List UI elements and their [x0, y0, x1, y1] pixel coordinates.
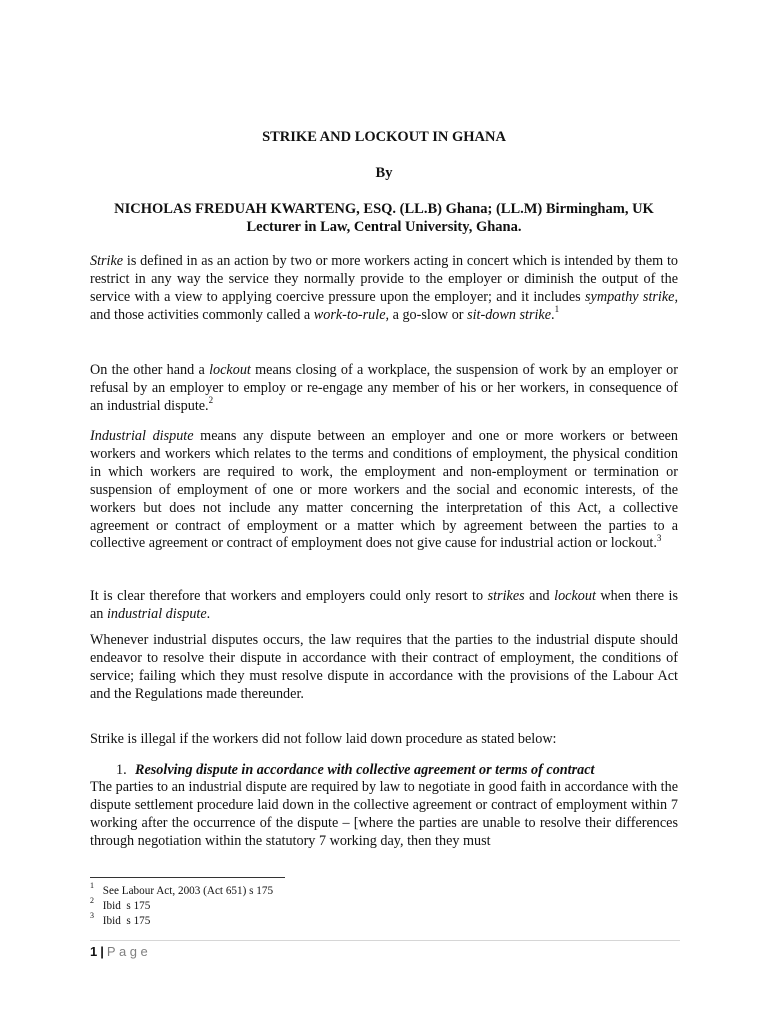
paragraph-strike-illegal: Strike is illegal if the workers did not follow laid down procedure as stated below:: [90, 731, 557, 747]
footnote-divider: [90, 877, 285, 878]
paragraph-law-requirements: Whenever industrial disputes occurs, the law requires that the parties to the industrial dispute should endeavor to resolve their dispute in accordance with their contract of employment, the conditions of service; failing which they must resolve dispute in accordance with the provisions of the Labour Act and the Regulations made thereunder.: [90, 632, 678, 702]
paragraph-industrial-dispute-definition: Industrial dispute means any dispute between an employer and one or more workers or between workers and workers which relates to the terms and conditions of employment, the physical condition in which workers are required to work, the employment and non-employment or termination or suspension of employment of one or more workers and the social and economic interests, of the workers but does not include any matter concerning the interpretation of this Act, a collective agreement or contract of employment or a matter which by agreement between the parties to a collective agreement or contract of employment does not give cause for industrial action or lockout.$^3$: [90, 428, 679, 552]
document-title: STRIKE AND LOCKOUT IN GHANA: [262, 129, 506, 145]
section-number: 1.: [116, 762, 127, 778]
paragraph-negotiation: The parties to an industrial dispute are required by law to negotiate in good faith in accordance with the dispute settlement procedure laid down in the collective agreement or contract of employment within 7 working after the occurrence of the dispute – [where the parties are unable to resolve their differences through negotiation within the statutory 7 working day, then they must: [90, 779, 678, 849]
paragraph-resort-to-strikes: It is clear therefore that workers and employers could only resort to strikes and lockout when there is an industrial dispute.: [90, 588, 678, 622]
footer-separator: |: [100, 944, 104, 959]
footnote-ref-3: 3: [656, 532, 662, 543]
page-footer: [90, 944, 151, 959]
section-heading-1: [116, 762, 676, 780]
paragraph-strike-definition: Strike is defined in as an action by two or more workers acting in concert which is intended by them to restrict in any way the service they normally provide to the employer or diminish the output of the service with a view to applying coercive pressure upon the employer; and it includes sympathy strike, and those activities commonly called a work-to-rule, a go-slow or sit-down strike.$^1$: [90, 253, 678, 323]
author-affiliation: Lecturer in Law, Central University, Ghana.: [246, 218, 522, 235]
author-name: NICHOLAS FREDUAH KWARTENG, ESQ. (LL.B) Ghana; (LL.M) Birmingham, UK: [114, 201, 654, 217]
paragraph-lockout-definition: On the other hand a lockout means closing of a workplace, the suspension of work by an employer or refusal by an employer to employ or re-engage any member of his or her workers, in consequence of an industrial dispute.$^2$: [90, 362, 678, 414]
footer-divider: [90, 940, 680, 941]
page-number: 1: [90, 944, 98, 959]
footnote-3: $^3$ Ibid s 175: [90, 911, 151, 927]
footnote-1: $^1$ See Labour Act, 2003 (Act 651) s 175: [90, 881, 274, 897]
footnote-2: $^2$ Ibid s 175: [90, 896, 151, 912]
by-line: By: [375, 165, 393, 181]
author-block: [90, 201, 678, 236]
footnote-ref-2: 2: [208, 395, 214, 406]
footnote-ref-1: 1: [554, 303, 560, 314]
section-heading-text: Resolving dispute in accordance with collective agreement or terms of contract: [135, 762, 595, 778]
page-label: Page: [106, 944, 152, 959]
footnotes: [90, 881, 490, 929]
